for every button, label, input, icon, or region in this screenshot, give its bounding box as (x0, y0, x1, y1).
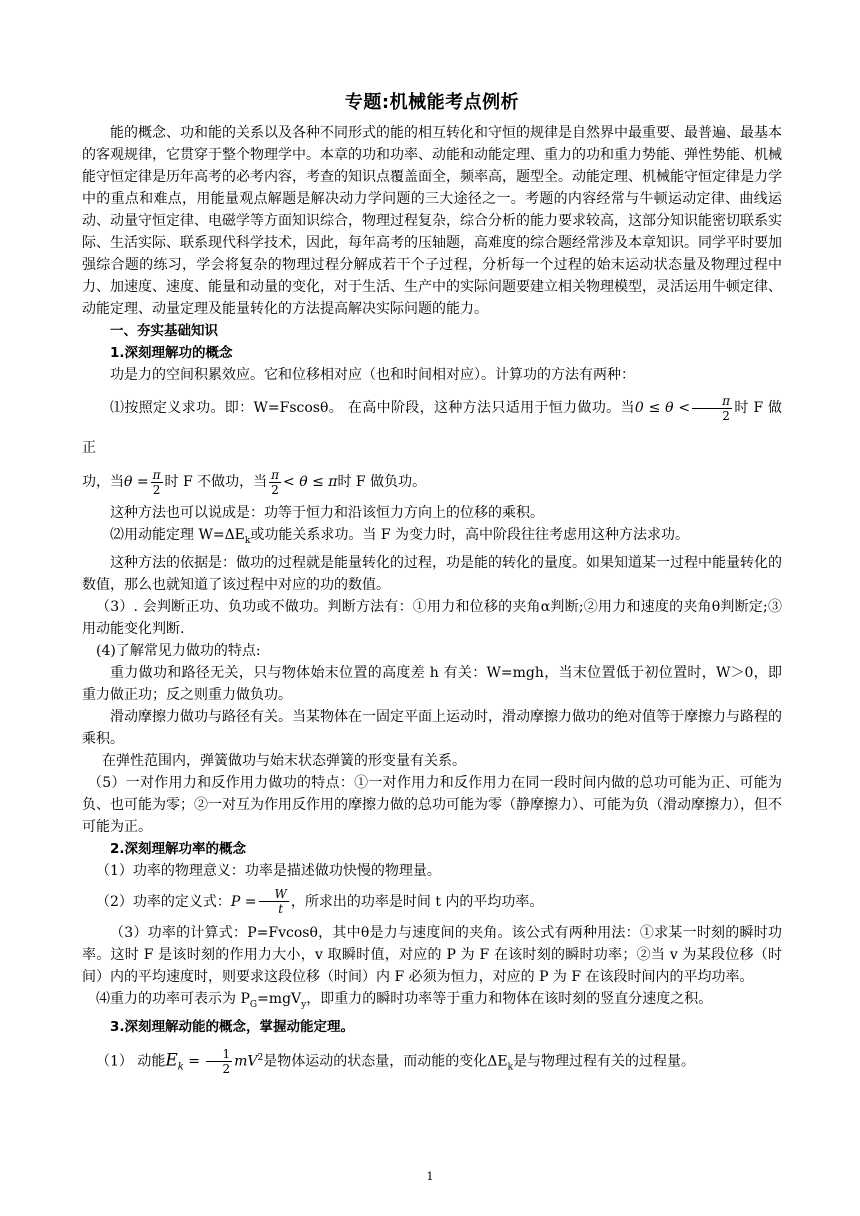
text: ⑴按照定义求功。即：W=Fscosθ。 在高中阶段，这种方法只适用于恒力做功。当 (110, 400, 635, 416)
paragraph: 重力做功和路径无关，只与物体始末位置的高度差 h 有关：W=mgh，当末位置低于初位置时，W＞0，即重力做正功；反之则重力做负功。 (82, 664, 782, 703)
text: 是与物理过程有关的过程量。 (513, 1053, 696, 1070)
fraction (692, 394, 732, 423)
text: 时 F 做负功。 (337, 474, 427, 490)
inequality: 0 ≤ θ < (634, 400, 691, 416)
paragraph: （1）功率的物理意义：功率是描述做功快慢的物理量。 (96, 862, 441, 879)
document-page (82, 88, 782, 1087)
text: ，即重力的瞬时功率等于重力和物体在该时刻的竖直分速度之积。 (306, 990, 713, 1007)
intro-paragraph: 能的概念、功和能的关系以及各种不同形式的能的相互转化和守恒的规律是自然界中最重要、最普遍、最基本的客观规律，它贯穿于整个物理学中。本章的功和功率、动能和动能定理、重力的功和重力势能、弹性势能、机械能守恒定律是历年高考的必考内容，考查的知识点覆盖面全，频率高，题型全。动能定理、机械能守恒定律是力学中的重点和难点，用能量观点解题是解决动力学问题的三大途径之一。考题的内容经常与牛顿运动定律、曲线运动、动量守恒定律、电磁学等方面知识综合，物理过程复杂，综合分析的能力要求较高，这部分知识能密切联系实际、生活实际、联系现代科学技术，因此，每年高考的压轴题，高难度的综合题经常涉及本章知识。同学平时要加强综合题的练习，学会将复杂的物理过程分解成若干个子过程，分析每一个过程的始末运动状态量及物理过程中力、加速度、速度、能量和动量的变化，对于生活、生产中的实际问题要建立相关物理模型，灵活运用牛顿定律、动能定理、动量定理及能量转化的方法提高解决实际问题的能力。 (82, 125, 782, 317)
fraction-denominator: t (278, 902, 284, 917)
text: （1） 动能 (96, 1053, 166, 1070)
fraction-denominator: 2 (222, 1061, 231, 1076)
paragraph-definition (82, 388, 782, 468)
paragraph: (4)了解常见力做功的特点: (96, 642, 261, 659)
fraction-numerator: W (259, 887, 289, 902)
paragraph (82, 988, 782, 1016)
text: ，所求出的功率是时间 t 内的平均功率。 (290, 893, 544, 910)
fraction-numerator: π (692, 394, 732, 409)
page-number: 1 (426, 1170, 434, 1183)
equation: P = (230, 893, 257, 910)
paragraph: 滑动摩擦力做功与路径有关。当某物体在一固定平面上运动时，滑动摩擦力做功的绝对值等于摩擦力与路程的乘积。 (82, 708, 782, 747)
text: ⑵用动能定理 W=ΔE (110, 527, 245, 543)
fraction-numerator: π (152, 467, 161, 482)
symbol: mV (234, 1053, 258, 1070)
fraction-denominator: 2 (152, 482, 161, 497)
text: 时 F 不做功，当 (164, 474, 268, 490)
text: （2）功率的定义式： (96, 893, 231, 910)
fraction-denominator: 2 (271, 482, 279, 497)
fraction-denominator: 2 (722, 408, 730, 423)
text: =mgV (257, 990, 302, 1007)
text: 时 F 做正 (82, 400, 782, 456)
superscript: 2 (257, 1052, 264, 1063)
subscript: G (249, 999, 258, 1010)
text: 是物体运动的状态量，而动能的变化ΔE (263, 1053, 508, 1070)
text: 功，当 (82, 474, 124, 490)
paragraph: 功是力的空间积累效应。它和位移相对应（也和时间相对应）。计算功的方法有两种： (110, 367, 635, 383)
symbol: E (165, 1050, 178, 1071)
text: 或功能关系求功。当 F 为变力时，高中阶段往往考虑用这种方法求功。 (250, 527, 689, 543)
fraction (206, 1047, 232, 1076)
subscript: y (301, 999, 307, 1010)
subscript: k (507, 1062, 514, 1073)
paragraph: 这种方法的依据是：做功的过程就是能量转化的过程，功是能的转化的量度。如果知道某一过程中能量转化的数值，那么也就知道了该过程中对应的功的数值。 (82, 554, 782, 593)
subscript: k (177, 1061, 184, 1073)
subscript: k (244, 535, 251, 546)
paragraph: 这种方法也可以说成是：功等于恒力和沿该恒力方向上的位移的乘积。 (110, 505, 544, 521)
fraction (259, 887, 289, 916)
paragraph: （5）一对作用力和反作用力做功的特点：①一对作用力和反作用力在同一段时间内做的总功可能为正、可能为负、也可能为零；②一对互为作用反作用的摩擦力做的总功可能为零（静摩擦力）、可能为负（滑动摩擦力），但不可能为正。 (82, 774, 782, 835)
section-heading: 一、夯实基础知识 (110, 323, 218, 339)
inequality: < θ ≤ π (283, 474, 338, 490)
fraction-numerator: π (271, 467, 280, 482)
fraction (269, 468, 281, 497)
text: ⑷重力的功率可表示为 P (96, 990, 250, 1007)
fraction (151, 468, 163, 497)
subsection-heading-kinetic-energy: 3.深刻理解动能的概念，掌握动能定理。 (110, 1018, 355, 1035)
paragraph-kinetic-energy (82, 1038, 782, 1087)
equals: = (183, 1053, 205, 1070)
paragraph: （3）. 会判断正功、负功或不做功。判断方法有：①用力和位移的夹角α判断;②用力和速度的夹角θ判断定;③用动能变化判断. (82, 598, 782, 637)
paragraph-power-definition (82, 882, 782, 922)
paragraph: （3）功率的计算式：P=Fvcosθ，其中θ是力与速度间的夹角。该公式有两种用法：①求某一时刻的瞬时功率。这时 F 是该时刻的作用力大小，v 取瞬时值，对应的 P 为 F 在该时刻的瞬时功率；②当 v 为某段位移（时间）内的平均速度时，则要求这段位移（时间）内 F 必须为恒力，对应的 P 为 F 在该段时间内的平均功率。 (82, 924, 782, 985)
page-title: 专题:机械能考点例析 (344, 92, 520, 113)
subsection-heading-work: 1.深刻理解功的概念 (110, 345, 233, 361)
paragraph (82, 524, 782, 552)
paragraph-continued (82, 462, 782, 502)
fraction-numerator: 1 (206, 1047, 232, 1062)
subsection-heading-power: 2.深刻理解功率的概念 (110, 840, 247, 857)
paragraph: 在弹性范围内，弹簧做功与始末状态弹簧的形变量有关系。 (102, 752, 466, 769)
equation: θ = (124, 474, 149, 490)
